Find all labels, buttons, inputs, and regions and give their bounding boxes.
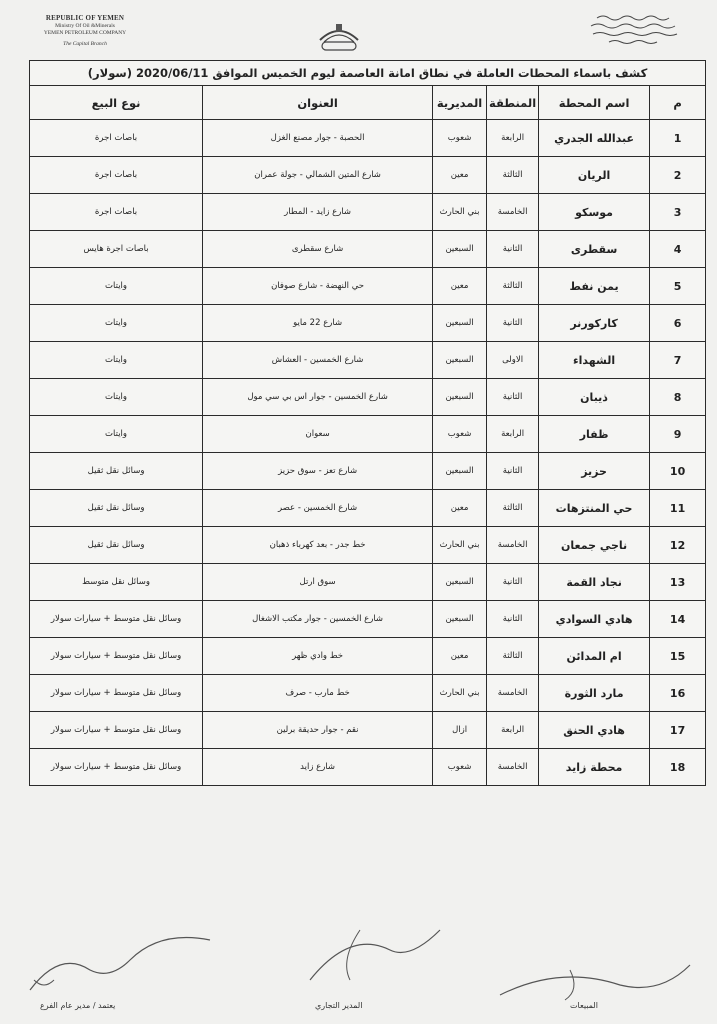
cell-address: شارع زايد <box>203 749 433 786</box>
cell-zone: الثانية <box>487 305 539 342</box>
cell-district: معين <box>433 490 487 527</box>
table-row <box>30 194 706 231</box>
cell-sale-type: باصات اجرة <box>30 194 203 231</box>
cell-district: بني الحارث <box>433 527 487 564</box>
table-row <box>30 638 706 675</box>
cell-station: كاركورنر <box>539 305 650 342</box>
cell-num: 2 <box>650 157 706 194</box>
signature-approval-label: يعتمد / مدير عام الفرع <box>40 1001 116 1010</box>
cell-zone: الثالثة <box>487 490 539 527</box>
table-row <box>30 342 706 379</box>
cell-num: 16 <box>650 675 706 712</box>
cell-sale-type: وسائل نقل متوسط <box>30 564 203 601</box>
cell-zone: الاولى <box>487 342 539 379</box>
table-title: كشف باسماء المحطات العاملة في نطاق امانة العاصمة ليوم الخميس الموافق 2020/06/11 (سولار) <box>30 61 706 86</box>
cell-station: هادي الحنق <box>539 712 650 749</box>
cell-num: 13 <box>650 564 706 601</box>
cell-station: موسكو <box>539 194 650 231</box>
cell-address: شارع تعز - سوق حزيز <box>203 453 433 490</box>
cell-address: شارع المتين الشمالي - جولة عمران <box>203 157 433 194</box>
cell-district: السبعين <box>433 231 487 268</box>
cell-address: سوق ارتل <box>203 564 433 601</box>
table-row <box>30 120 706 157</box>
column-header-district: المديرية <box>433 86 487 120</box>
signature-sales-label: المبيعات <box>570 1001 598 1010</box>
table-row <box>30 231 706 268</box>
table-row <box>30 268 706 305</box>
cell-station: يمن نفط <box>539 268 650 305</box>
cell-zone: الرابعة <box>487 416 539 453</box>
cell-sale-type: وسائل نقل ثقيل <box>30 490 203 527</box>
cell-num: 3 <box>650 194 706 231</box>
cell-address: خط مارب - صرف <box>203 675 433 712</box>
cell-zone: الثانية <box>487 453 539 490</box>
signature-commercial-label: المدير التجاري <box>315 1001 363 1010</box>
table-row <box>30 564 706 601</box>
cell-sale-type: وايتات <box>30 342 203 379</box>
cell-district: معين <box>433 638 487 675</box>
cell-address: سعوان <box>203 416 433 453</box>
cell-sale-type: وسائل نقل ثقيل <box>30 453 203 490</box>
cell-num: 4 <box>650 231 706 268</box>
cell-district: شعوب <box>433 416 487 453</box>
cell-station: الريان <box>539 157 650 194</box>
cell-address: الحصبة - جوار مصنع الغزل <box>203 120 433 157</box>
letterhead-arabic-script <box>587 12 687 46</box>
cell-address: شارع زايد - المطار <box>203 194 433 231</box>
cell-station: ناجي جمعان <box>539 527 650 564</box>
cell-zone: الرابعة <box>487 712 539 749</box>
letterhead-line: REPUBLIC OF YEMEN <box>45 14 125 22</box>
cell-station: ذيبان <box>539 379 650 416</box>
cell-num: 5 <box>650 268 706 305</box>
column-header-zone: المنطقة <box>487 86 539 120</box>
table-row <box>30 749 706 786</box>
cell-zone: الخامسة <box>487 527 539 564</box>
cell-station: محطة زايد <box>539 749 650 786</box>
cell-station: هادي السوادي <box>539 601 650 638</box>
cell-district: ازال <box>433 712 487 749</box>
cell-sale-type: وسائل نقل متوسط + سيارات سولار <box>30 675 203 712</box>
cell-zone: الرابعة <box>487 120 539 157</box>
letterhead-line: The Capital Branch <box>63 41 107 47</box>
cell-zone: الثانية <box>487 564 539 601</box>
cell-num: 8 <box>650 379 706 416</box>
cell-address: خط وادي ظهر <box>203 638 433 675</box>
table-row <box>30 379 706 416</box>
cell-district: السبعين <box>433 342 487 379</box>
cell-address: شارع الخمسين - عصر <box>203 490 433 527</box>
table-row <box>30 601 706 638</box>
cell-zone: الخامسة <box>487 194 539 231</box>
cell-station: ام المدائن <box>539 638 650 675</box>
column-header-address: العنوان <box>203 86 433 120</box>
cell-station: ظفار <box>539 416 650 453</box>
cell-num: 6 <box>650 305 706 342</box>
handwritten-signature <box>490 950 700 1010</box>
cell-sale-type: باصات اجرة هايس <box>30 231 203 268</box>
cell-sale-type: وسائل نقل متوسط + سيارات سولار <box>30 638 203 675</box>
cell-num: 15 <box>650 638 706 675</box>
cell-station: عبدالله الجدري <box>539 120 650 157</box>
cell-num: 10 <box>650 453 706 490</box>
cell-address: شارع الخمسين - العشاش <box>203 342 433 379</box>
cell-sale-type: وايتات <box>30 268 203 305</box>
column-header-station: اسم المحطة <box>539 86 650 120</box>
column-header-sale-type: نوع البيع <box>30 86 203 120</box>
cell-station: حزيز <box>539 453 650 490</box>
cell-sale-type: وايتات <box>30 416 203 453</box>
table-row <box>30 712 706 749</box>
cell-district: شعوب <box>433 749 487 786</box>
handwritten-signature <box>20 930 220 1010</box>
cell-sale-type: وايتات <box>30 379 203 416</box>
cell-district: السبعين <box>433 305 487 342</box>
table-row <box>30 490 706 527</box>
cell-sale-type: وسائل نقل ثقيل <box>30 527 203 564</box>
cell-num: 11 <box>650 490 706 527</box>
cell-address: خط جدر - بعد كهرباء ذهبان <box>203 527 433 564</box>
cell-district: السبعين <box>433 564 487 601</box>
cell-zone: الثانية <box>487 601 539 638</box>
cell-address: نقم - جوار حديقة برلين <box>203 712 433 749</box>
cell-station: سقطرى <box>539 231 650 268</box>
cell-zone: الخامسة <box>487 675 539 712</box>
cell-num: 7 <box>650 342 706 379</box>
cell-station: الشهداء <box>539 342 650 379</box>
table-row <box>30 675 706 712</box>
column-header-num: م <box>650 86 706 120</box>
letterhead-line: Ministry Of Oil &Minerals <box>55 23 115 29</box>
cell-sale-type: وسائل نقل متوسط + سيارات سولار <box>30 601 203 638</box>
cell-num: 17 <box>650 712 706 749</box>
cell-address: شارع 22 مايو <box>203 305 433 342</box>
header-row <box>30 86 706 120</box>
table-row <box>30 527 706 564</box>
cell-district: معين <box>433 268 487 305</box>
table-row <box>30 157 706 194</box>
cell-address: حي النهضة - شارع صوفان <box>203 268 433 305</box>
cell-district: السبعين <box>433 379 487 416</box>
letterhead <box>0 0 717 58</box>
cell-zone: الثالثة <box>487 638 539 675</box>
cell-sale-type: وسائل نقل متوسط + سيارات سولار <box>30 712 203 749</box>
cell-district: السبعين <box>433 453 487 490</box>
table-row <box>30 416 706 453</box>
letterhead-line: YEMEN PETROLEUM COMPANY <box>43 30 127 36</box>
cell-num: 9 <box>650 416 706 453</box>
stations-table <box>29 60 706 786</box>
cell-zone: الثالثة <box>487 157 539 194</box>
cell-district: معين <box>433 157 487 194</box>
cell-district: السبعين <box>433 601 487 638</box>
cell-num: 18 <box>650 749 706 786</box>
table-row <box>30 453 706 490</box>
cell-district: بني الحارث <box>433 675 487 712</box>
cell-station: نجاد القمة <box>539 564 650 601</box>
cell-address: شارع سقطرى <box>203 231 433 268</box>
cell-zone: الثانية <box>487 379 539 416</box>
cell-station: مارد الثورة <box>539 675 650 712</box>
cell-zone: الخامسة <box>487 749 539 786</box>
letterhead-english <box>30 14 140 47</box>
cell-district: شعوب <box>433 120 487 157</box>
cell-address: شارع الخمسين - جوار اس بي سي مول <box>203 379 433 416</box>
cell-address: شارع الخمسين - جوار مكتب الاشغال <box>203 601 433 638</box>
cell-num: 1 <box>650 120 706 157</box>
table-row <box>30 305 706 342</box>
cell-sale-type: باصات اجرة <box>30 157 203 194</box>
cell-sale-type: باصات اجرة <box>30 120 203 157</box>
handwritten-signature <box>290 920 470 1000</box>
cell-zone: الثانية <box>487 231 539 268</box>
ypc-logo <box>316 18 362 52</box>
cell-district: بني الحارث <box>433 194 487 231</box>
cell-sale-type: وسائل نقل متوسط + سيارات سولار <box>30 749 203 786</box>
cell-num: 14 <box>650 601 706 638</box>
cell-num: 12 <box>650 527 706 564</box>
cell-station: حي المنتزهات <box>539 490 650 527</box>
cell-sale-type: وايتات <box>30 305 203 342</box>
cell-zone: الثالثة <box>487 268 539 305</box>
